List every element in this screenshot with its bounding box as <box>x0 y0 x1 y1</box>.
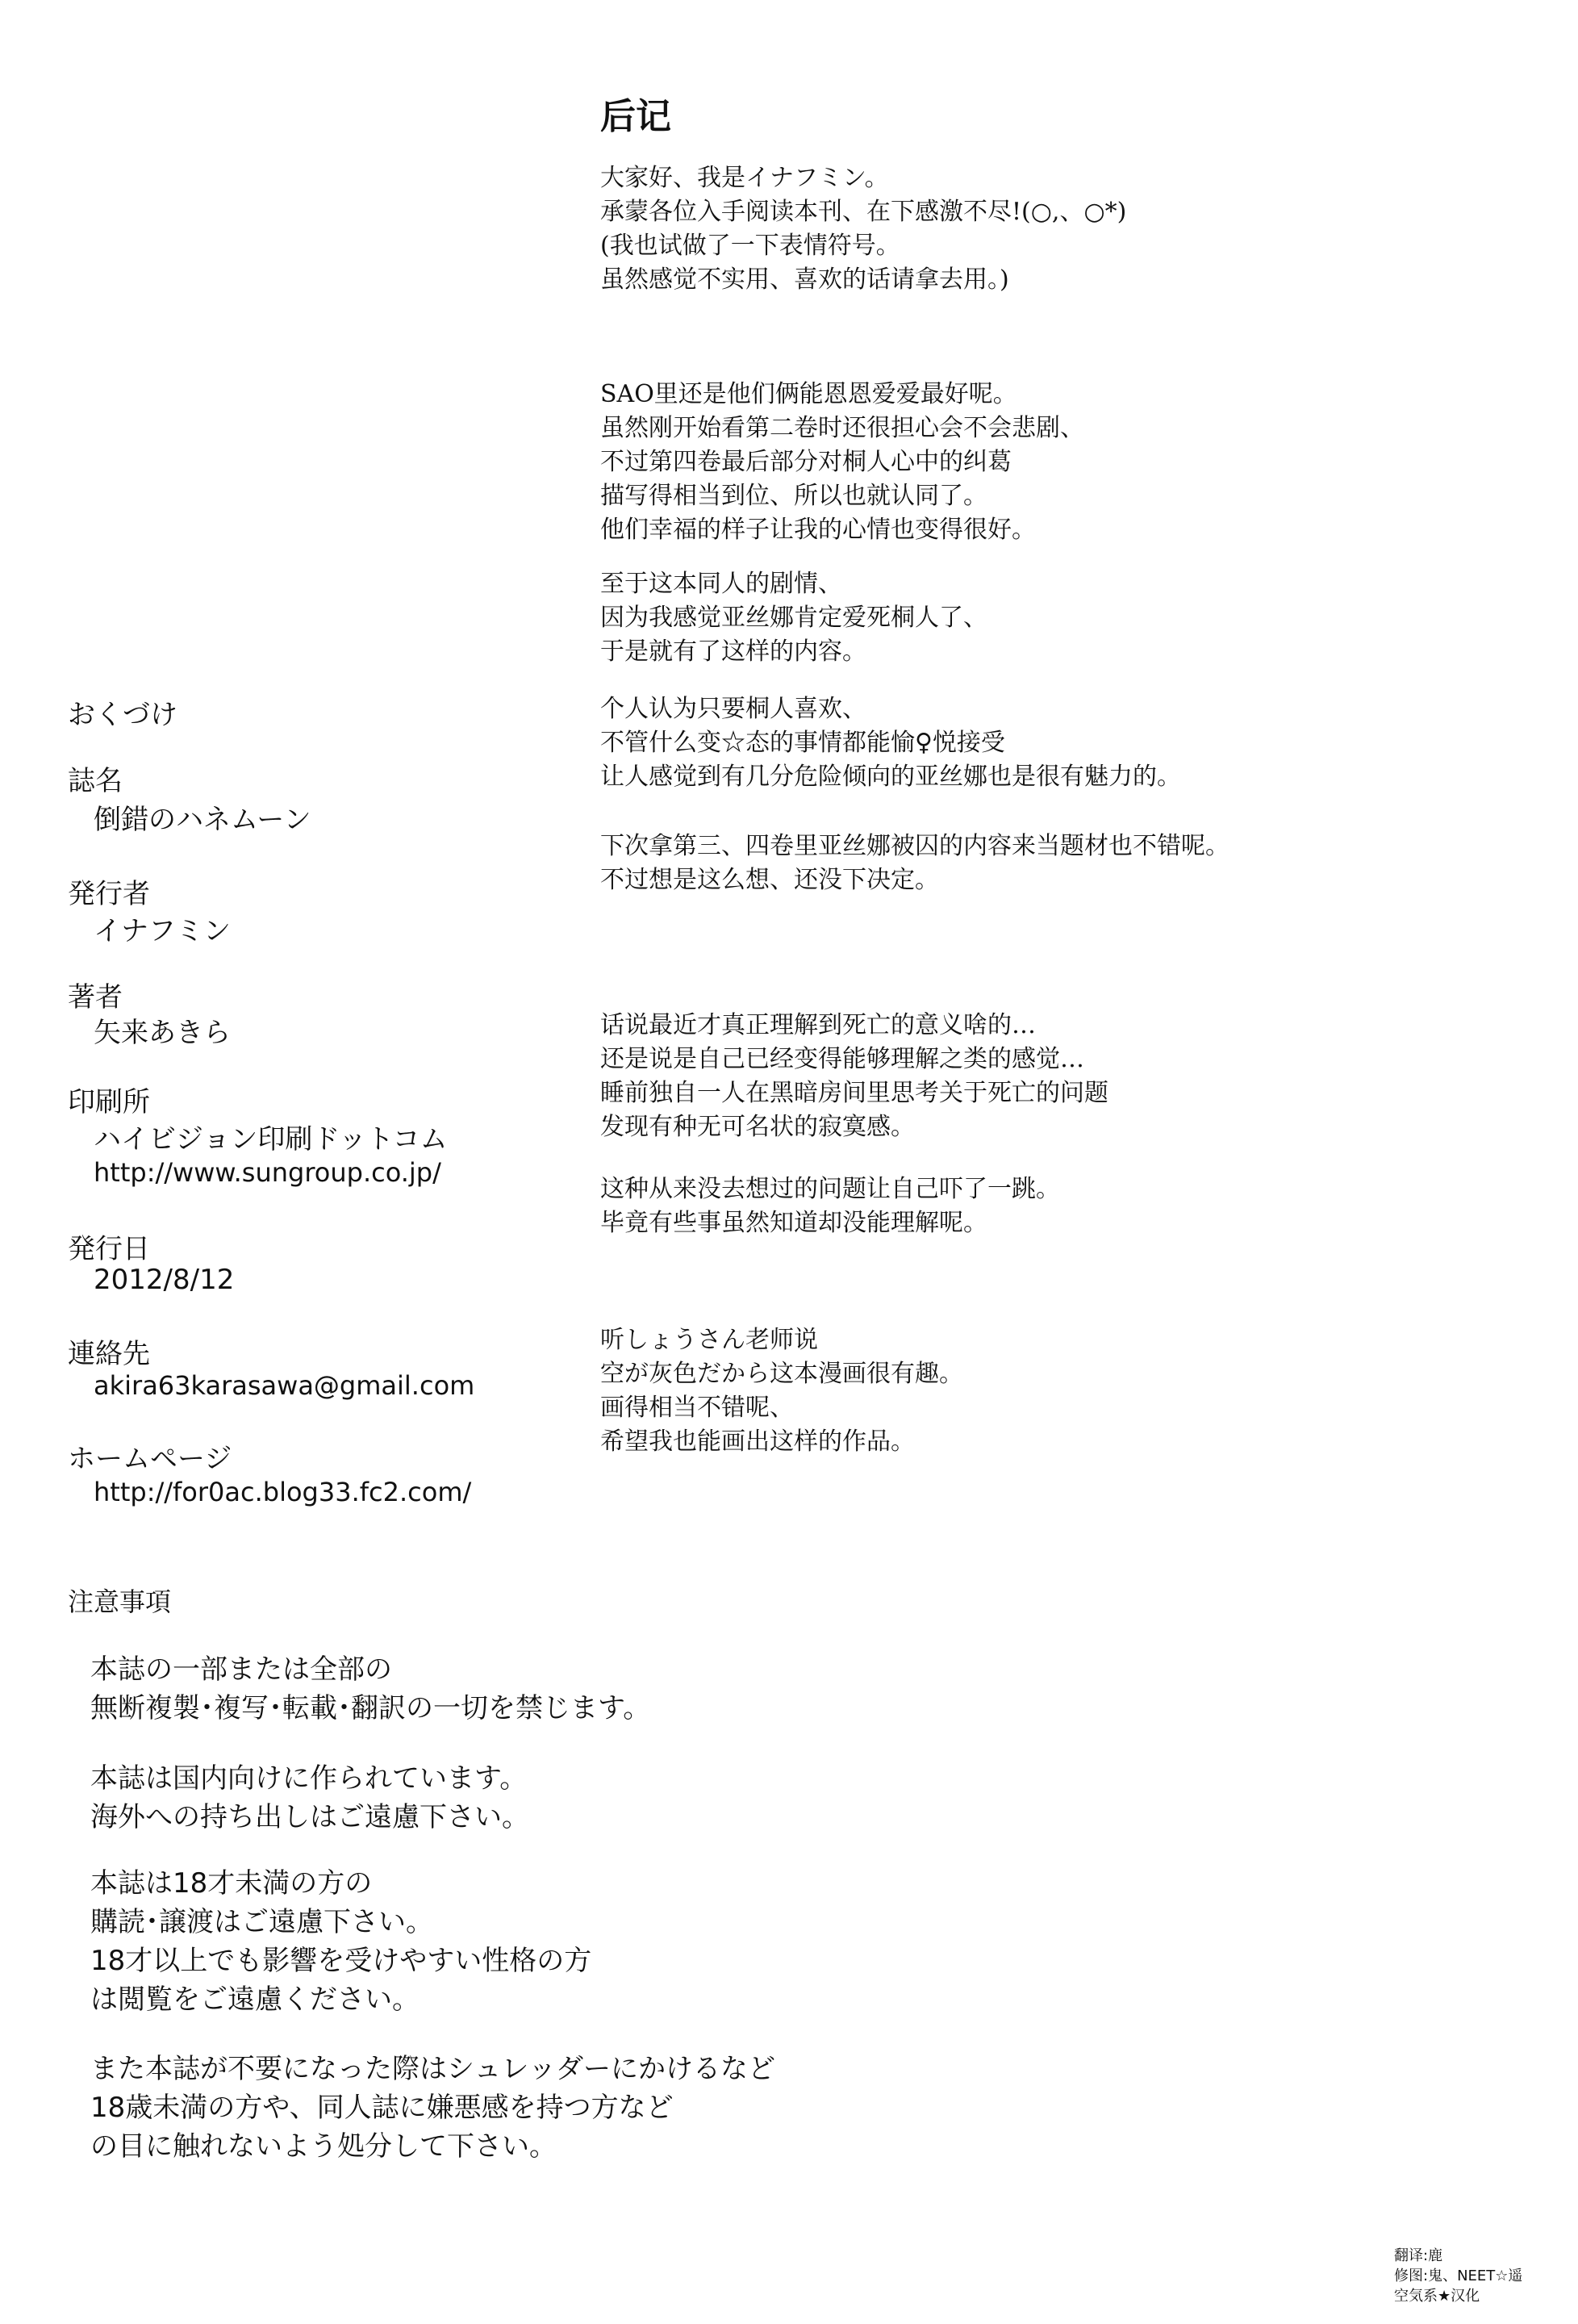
note-paragraph-4 <box>90 2050 775 2166</box>
afterword-line: 发现有种无可名状的寂寞感。 <box>600 1113 915 1141</box>
afterword-line: 不过想是这么想、还没下决定。 <box>600 866 939 894</box>
publisher-label: 発行者 <box>68 878 150 910</box>
note-line: 本誌の一部または全部の <box>90 1653 392 1686</box>
afterword-line: 他们幸福的样子让我的心情也变得很好。 <box>600 516 1036 544</box>
printer-url[interactable]: http://www.sungroup.co.jp/ <box>94 1157 441 1188</box>
afterword-line: 不过第四卷最后部分对桐人心中的纠葛 <box>600 448 1012 476</box>
author-value: 矢来あきら <box>94 1017 231 1049</box>
afterword-line: 让人感觉到有几分危险倾向的亚丝娜也是很有魅力的。 <box>600 763 1181 791</box>
note-line: 本誌は18才未満の方の <box>90 1867 373 1900</box>
afterword-line: 因为我感觉亚丝娜肯定爱死桐人了、 <box>600 604 987 632</box>
afterword-line: 这种从来没去想过的问题让自己吓了一跳。 <box>600 1175 1060 1203</box>
note-line: 本誌は国内向けに作られています。 <box>90 1762 528 1795</box>
afterword-line: 大家好、我是イナフミン。 <box>600 164 889 192</box>
colophon-heading: おくづけ <box>68 699 177 731</box>
author-label: 著者 <box>68 981 123 1014</box>
afterword-paragraph-5 <box>600 830 1229 897</box>
afterword-line: 希望我也能画出这样的作品。 <box>600 1427 915 1456</box>
date-value: 2012/8/12 <box>94 1264 235 1296</box>
afterword-line: 空が灰色だから这本漫画很有趣。 <box>600 1360 963 1388</box>
printer-label: 印刷所 <box>68 1086 150 1118</box>
afterword-line: 还是说是自己已经变得能够理解之类的感觉… <box>600 1045 1084 1073</box>
note-line: 購読･譲渡はご遠慮下さい。 <box>90 1906 433 1938</box>
afterword-line: 下次拿第三、四卷里亚丝娜被囚的内容来当题材也不错呢。 <box>600 832 1229 860</box>
credit-translate: 翻译:鹿 <box>1394 2247 1443 2264</box>
note-paragraph-2 <box>90 1759 529 1837</box>
afterword-line: 承蒙各位入手阅读本刊、在下感激不尽!(○,、○*) <box>600 198 1127 226</box>
afterword-paragraph-1 <box>600 161 1126 297</box>
date-label: 発行日 <box>68 1233 150 1265</box>
credit-group: 空気系★汉化 <box>1394 2288 1480 2305</box>
afterword-line: 虽然感觉不实用、喜欢的话请拿去用。) <box>600 265 1009 294</box>
afterword-paragraph-7 <box>600 1172 1060 1240</box>
afterword-paragraph-4 <box>600 692 1181 794</box>
note-line: 18歳未満の方や、同人誌に嫌悪感を持つ方など <box>90 2092 674 2124</box>
afterword-line: 个人认为只要桐人喜欢、 <box>600 695 866 723</box>
afterword-paragraph-2 <box>600 378 1084 547</box>
afterword-line: 话说最近才真正理解到死亡的意义啥的… <box>600 1011 1036 1039</box>
afterword-line: SAO里还是他们俩能恩恩爱爱最好呢。 <box>600 380 1017 408</box>
afterword-line: 于是就有了这样的内容。 <box>600 637 866 666</box>
publisher-value: イナフミン <box>94 915 231 947</box>
homepage-url[interactable]: http://for0ac.blog33.fc2.com/ <box>94 1477 472 1507</box>
note-line: 無断複製･複写･転載･翻訳の一切を禁じます。 <box>90 1692 651 1724</box>
note-paragraph-1 <box>90 1650 650 1728</box>
afterword-paragraph-3 <box>600 567 987 669</box>
afterword-line: 毕竟有些事虽然知道却没能理解呢。 <box>600 1209 987 1237</box>
printer-value: ハイビジョン印刷ドットコム <box>94 1123 448 1156</box>
credit-edit: 修图:鬼、NEET☆遥 <box>1394 2268 1523 2284</box>
note-line: の目に触れないよう処分して下さい。 <box>90 2130 557 2163</box>
note-line: また本誌が不要になった際はシュレッダーにかけるなど <box>90 2053 775 2085</box>
notes-heading: 注意事項 <box>68 1586 172 1617</box>
afterword-line: 至于这本同人的剧情、 <box>600 570 842 598</box>
note-paragraph-3 <box>90 1864 591 2019</box>
afterword-line: 睡前独自一人在黑暗房间里思考关于死亡的问题 <box>600 1079 1108 1107</box>
title-label: 誌名 <box>68 765 123 797</box>
afterword-title: 后记 <box>600 96 671 137</box>
homepage-label: ホームページ <box>68 1443 232 1475</box>
contact-label: 連絡先 <box>68 1338 150 1370</box>
afterword-paragraph-8 <box>600 1323 963 1459</box>
afterword-line: (我也试做了一下表情符号。 <box>600 232 900 260</box>
afterword-line: 描写得相当到位、所以也就认同了。 <box>600 482 987 510</box>
title-value: 倒錯のハネムーン <box>94 804 311 836</box>
note-line: 18才以上でも影響を受けやすい性格の方 <box>90 1945 592 1977</box>
afterword-line: 不管什么变☆态的事情都能愉♀悦接受 <box>600 729 1005 757</box>
afterword-line: 听しょうさん老师说 <box>600 1326 818 1354</box>
afterword-paragraph-6 <box>600 1009 1108 1144</box>
note-line: 海外への持ち出しはご遠慮下さい。 <box>90 1801 529 1833</box>
afterword-line: 画得相当不错呢、 <box>600 1394 794 1422</box>
contact-email[interactable]: akira63karasawa@gmail.com <box>94 1370 475 1401</box>
translation-credits <box>1394 2246 1522 2306</box>
afterword-line: 虽然刚开始看第二卷时还很担心会不会悲剧、 <box>600 414 1084 442</box>
note-line: は閲覧をご遠慮ください。 <box>90 1983 420 2016</box>
